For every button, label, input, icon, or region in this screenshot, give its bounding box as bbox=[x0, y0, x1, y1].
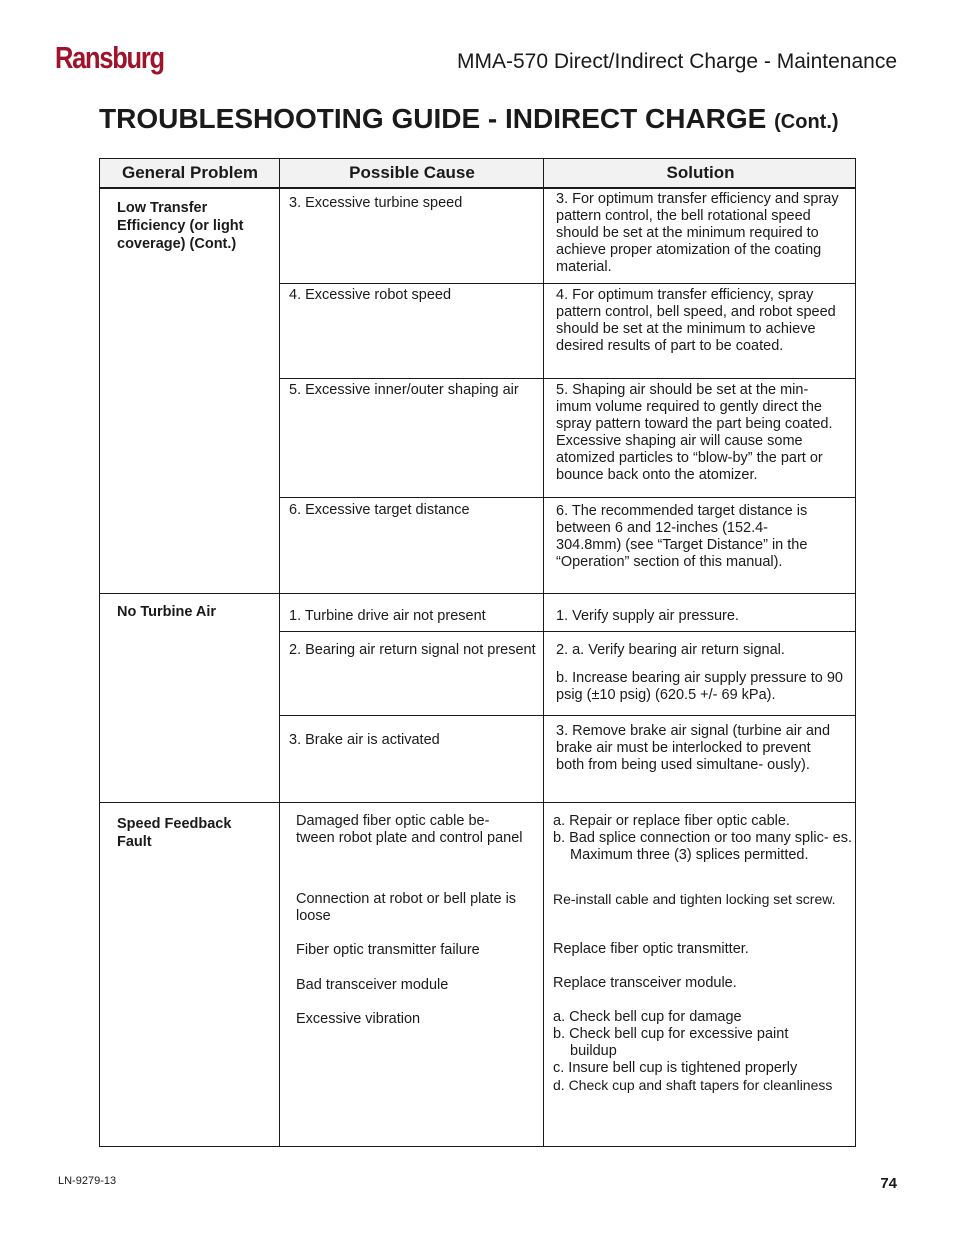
brand-logo: Ransburg bbox=[55, 40, 164, 75]
solution-cell: Replace transceiver module. bbox=[553, 975, 737, 991]
cause-cell: 6. Excessive target distance bbox=[289, 502, 470, 518]
cause-cell: 3. Brake air is activated bbox=[289, 732, 440, 748]
page-title-text: TROUBLESHOOTING GUIDE - INDIRECT CHARGE bbox=[99, 103, 767, 134]
row-divider bbox=[280, 497, 855, 498]
page-title bbox=[99, 103, 839, 135]
column-divider bbox=[543, 159, 544, 1146]
solution-line: b. Check bell cup for excessive paint buildup bbox=[553, 1026, 789, 1059]
table-header-row bbox=[100, 159, 855, 189]
solution-cell: 5. Shaping air should be set at the min- imum volume required to gently direct the spray pattern toward the part being coated. Excessive shaping air will cause some atomized particles to “blow-by” the part or bounce back onto the atomizer. bbox=[556, 382, 833, 483]
solution-line: a. Check bell cup for damage bbox=[553, 1009, 742, 1025]
page-number: 74 bbox=[880, 1175, 897, 1192]
solution-cell: 6. The recommended target distance is between 6 and 12-inches (152.4- 304.8mm) (see “Target Distance” in the “Operation” section of this manual). bbox=[556, 503, 808, 570]
troubleshooting-table bbox=[99, 158, 856, 1147]
cause-cell: 2. Bearing air return signal not present bbox=[289, 642, 536, 658]
group-divider bbox=[100, 593, 855, 594]
cause-cell: Connection at robot or bell plate is loose bbox=[296, 891, 517, 924]
cause-cell: 3. Excessive turbine speed bbox=[289, 195, 463, 211]
solution-line: b. Bad splice connection or too many splic- es. Maximum three (3) splices permitted. bbox=[553, 830, 853, 863]
solution-cell: 4. For optimum transfer efficiency, spray pattern control, bell speed, and robot speed should be set at the minimum to achieve desired results of part to be coated. bbox=[556, 287, 836, 354]
document-title: MMA-570 Direct/Indirect Charge - Maintenance bbox=[456, 50, 897, 73]
row-divider bbox=[280, 715, 855, 716]
cause-cell: Excessive vibration bbox=[296, 1011, 421, 1027]
problem-speed-feedback-fault: Speed Feedback Fault bbox=[117, 816, 232, 850]
solution-cell bbox=[553, 813, 856, 864]
group-divider bbox=[100, 802, 855, 803]
solution-line: c. Insure bell cup is tightened properly bbox=[553, 1060, 798, 1076]
cause-cell: Fiber optic transmitter failure bbox=[296, 942, 480, 958]
cause-cell: 1. Turbine drive air not present bbox=[289, 608, 486, 624]
document-code: LN-9279-13 bbox=[58, 1175, 117, 1187]
row-divider bbox=[280, 631, 855, 632]
problem-no-turbine-air: No Turbine Air bbox=[117, 604, 217, 620]
cause-cell: Damaged fiber optic cable be- tween robot plate and control panel bbox=[296, 813, 523, 846]
solution-line: a. Repair or replace fiber optic cable. bbox=[553, 813, 790, 829]
cause-cell: 5. Excessive inner/outer shaping air bbox=[289, 382, 519, 398]
row-divider bbox=[280, 283, 855, 284]
solution-cell: Replace fiber optic transmitter. bbox=[553, 941, 749, 957]
problem-low-transfer-efficiency: Low Transfer Efficiency (or light coverage) (Cont.) bbox=[117, 200, 244, 252]
solution-cell: 2. a. Verify bearing air return signal. bbox=[556, 642, 785, 658]
solution-cell: 3. Remove brake air signal (turbine air and brake air must be interlocked to prevent both from being used simultane- ously). bbox=[556, 723, 831, 773]
solution-cell: Re-install cable and tighten locking set screw. bbox=[553, 891, 836, 907]
cause-cell: 4. Excessive robot speed bbox=[289, 287, 452, 303]
column-divider bbox=[279, 159, 280, 1146]
solution-cell: b. Increase bearing air supply pressure to 90 psig (±10 psig) (620.5 +/- 69 kPa). bbox=[556, 670, 843, 703]
solution-line: d. Check cup and shaft tapers for cleanliness bbox=[553, 1077, 833, 1093]
solution-cell: 3. For optimum transfer efficiency and spray pattern control, the bell rotational speed should be set at the minimum required to achieve proper atomization of the coating material. bbox=[556, 191, 839, 275]
header-solution: Solution bbox=[666, 163, 735, 182]
header-possible-cause: Possible Cause bbox=[349, 163, 475, 182]
solution-cell: 1. Verify supply air pressure. bbox=[556, 608, 739, 624]
cause-cell: Bad transceiver module bbox=[296, 977, 449, 993]
row-divider bbox=[280, 378, 855, 379]
page-title-suffix: (Cont.) bbox=[774, 111, 839, 133]
solution-cell bbox=[553, 1009, 856, 1094]
header-general-problem: General Problem bbox=[121, 163, 259, 182]
